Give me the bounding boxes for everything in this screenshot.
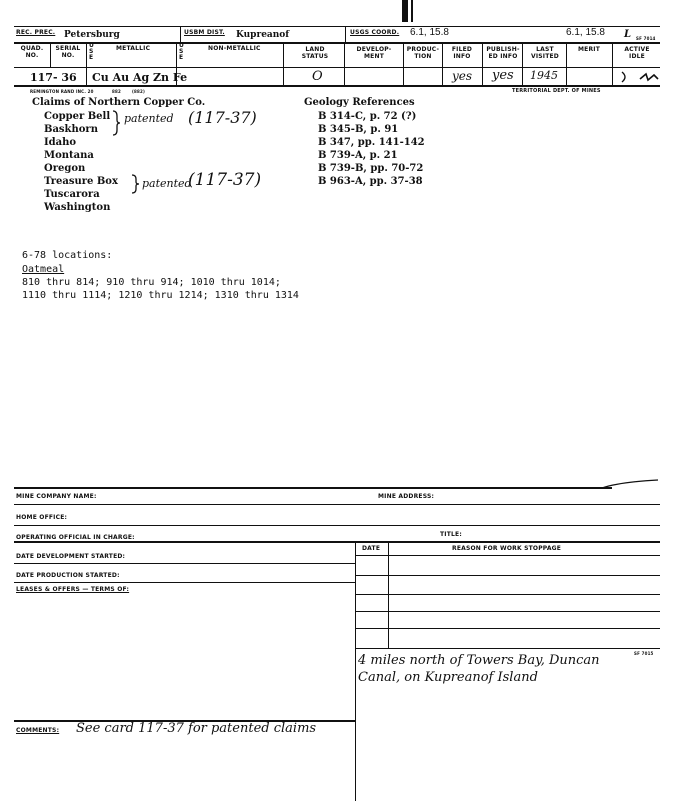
geology-ref: B 347, pp. 141-142 <box>318 137 425 148</box>
usgs-coord-label: USGS COORD. <box>350 29 400 36</box>
geology-heading: Geology References <box>304 97 415 108</box>
reason-col-label: REASON FOR WORK STOPPAGE <box>452 545 562 552</box>
col-production: PRODUC-TION <box>406 46 440 60</box>
col-development: DEVELOP-MENT <box>356 46 392 60</box>
geology-ref: B 739-B, pp. 70-72 <box>318 163 424 174</box>
locations-name: Oatmeal <box>22 264 65 275</box>
col-u-code-2: U S E <box>179 42 185 61</box>
geology-ref: B 314-C, p. 72 (?) <box>318 111 417 122</box>
home-office-label: HOME OFFICE: <box>16 514 68 521</box>
claim-item: Copper Bell <box>44 111 111 122</box>
form-code: SF 7014 <box>636 36 656 41</box>
mine-company-name-label: MINE COMPANY NAME: <box>16 493 97 500</box>
col-merit: MERIT <box>577 46 600 53</box>
mine-address-label: MINE ADDRESS: <box>378 493 435 500</box>
title-label: TITLE: <box>440 531 462 538</box>
record-metallic: Cu Au Ag Zn Fe <box>92 71 188 84</box>
date-production-label: DATE PRODUCTION STARTED: <box>16 572 120 579</box>
col-land-status: LAND STATUS <box>301 46 329 60</box>
leases-label: LEASES & OFFERS — TERMS OF: <box>16 586 130 593</box>
claims-heading: Claims of Northern Copper Co. <box>32 97 206 108</box>
rec-prec-label: REC. PREC. <box>16 29 56 36</box>
col-u-code: U S E <box>89 42 95 61</box>
active-check-mark <box>614 68 660 85</box>
printer-code-2: (882) <box>132 89 146 94</box>
record-filed-info: yes <box>452 69 473 83</box>
record-last-visited: 1945 <box>530 69 558 82</box>
form-code-2: SF 7015 <box>634 651 654 656</box>
col-metallic: METALLIC <box>116 45 151 52</box>
col-non-metallic: NON-METALLIC <box>208 45 261 52</box>
claims-list <box>44 110 118 214</box>
comments-text: See card 117-37 for patented claims <box>76 721 317 736</box>
footer-curve <box>600 472 660 494</box>
geology-ref: B 739-A, p. 21 <box>318 150 398 161</box>
claim-item: Treasure Box <box>44 176 118 187</box>
claim-item: Baskhorn <box>44 124 98 135</box>
col-last-visited: LAST VISITED <box>530 46 559 60</box>
brace-2 <box>130 174 140 194</box>
geology-ref: B 345-B, p. 91 <box>318 124 399 135</box>
date-development-label: DATE DEVELOPMENT STARTED: <box>16 553 126 560</box>
claim-note-1: patented <box>124 112 174 125</box>
record-land-status: O <box>312 69 323 84</box>
locations-heading: 6-78 locations: <box>22 250 113 261</box>
territorial-dept: TERRITORIAL DEPT. OF MINES <box>512 88 601 94</box>
col-published-info: PUBLISH-ED INFO <box>486 46 520 60</box>
locations-line-2: 1110 thru 1114; 1210 thru 1214; 1310 thru 1314 <box>22 290 299 301</box>
col-serial-no: SERIAL NO. <box>55 45 81 59</box>
rec-prec-value: Petersburg <box>64 30 120 40</box>
record-published-info: yes <box>492 68 514 83</box>
binder-mark-thin <box>411 0 413 22</box>
binder-mark <box>402 0 408 22</box>
location-note-line-2: Canal, on Kupreanof Island <box>358 670 538 685</box>
printer-code: 882 <box>112 89 121 94</box>
col-filed-info: FILED INFO <box>451 46 473 60</box>
usgs-coord-value-right: 6.1, 15.8 <box>566 27 605 38</box>
usbm-dist-label: USBM DIST. <box>184 29 225 36</box>
col-active-idle: ACTIVE IDLE <box>624 46 650 60</box>
claim-item: Montana <box>44 150 94 161</box>
usbm-dist-value: Kupreanof <box>236 30 290 40</box>
geology-list <box>318 110 425 188</box>
locations-line-1: 810 thru 814; 910 thru 914; 1010 thru 1014; <box>22 277 281 288</box>
col-quad-no: QUAD. NO. <box>20 45 44 59</box>
usgs-coord-value: 6.1, 15.8 <box>410 27 449 38</box>
claim-note-2: patented <box>142 177 192 190</box>
claim-item: Tuscarora <box>44 189 100 200</box>
operating-official-label: OPERATING OFFICIAL IN CHARGE: <box>16 534 135 541</box>
date-col-label: DATE <box>362 545 381 552</box>
claim-ref-2: (117-37) <box>188 170 262 190</box>
claim-item: Oregon <box>44 163 86 174</box>
geology-ref: B 963-A, pp. 37-38 <box>318 176 423 187</box>
form-mark: L <box>624 29 632 40</box>
printer-note: REMINGTON RAND INC. 20 <box>30 89 94 94</box>
claim-item: Idaho <box>44 137 77 148</box>
claim-ref-1: (117-37) <box>188 108 257 127</box>
location-note-line-1: 4 miles north of Towers Bay, Duncan <box>358 653 600 668</box>
comments-label: COMMENTS: <box>16 727 60 734</box>
brace-1 <box>111 110 121 136</box>
claim-item: Washington <box>44 202 111 213</box>
record-quad-serial: 117- 36 <box>30 71 77 84</box>
